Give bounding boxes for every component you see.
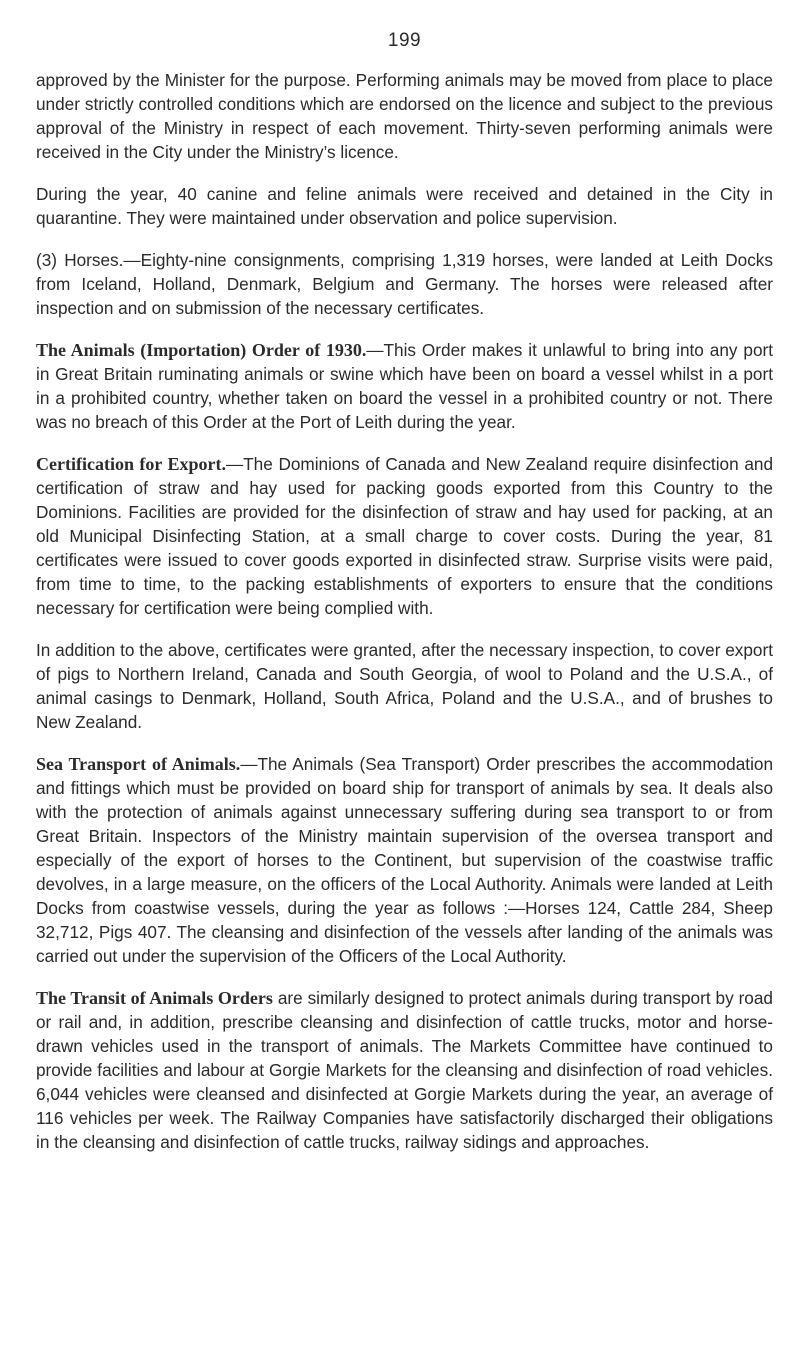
paragraph-performing-animals <box>36 68 773 164</box>
page-number: 199 <box>387 30 422 51</box>
paragraph-text: (3) Horses.—Eighty-nine consignments, comprising 1,319 horses, were landed at Leith Docks from Iceland, Holland, Denmark, Belgium and Germany. The horses were released after inspection and on submission of the necessary certificates. <box>36 250 773 318</box>
paragraph-importation-order <box>36 338 773 434</box>
paragraph-additional-certificates <box>36 638 773 734</box>
section-heading: Sea Transport of Animals. <box>36 754 241 774</box>
paragraph-text: —This Order makes it unlawful to bring into any port in Great Britain ruminating animals or swine which have been on board a vessel whilst in a port in a prohibited country, whether taken on board the vessel in a prohibited country or not. There was no breach of this Order at the Port of Leith during the year. <box>36 340 773 432</box>
section-heading: The Transit of Animals Orders <box>36 988 273 1008</box>
section-heading: The Animals (Importation) Order of 1930. <box>36 340 367 360</box>
section-heading: Certification for Export. <box>36 454 226 474</box>
paragraph-text: —The Animals (Sea Transport) Order prescribes the accommodation and fittings which must be provided on board ship for transport of animals by sea. It deals also with the protection of animals against unnecessary suffering during sea transport to or from Great Britain. Inspectors of the Ministry maintain supervision of the oversea transport and especially of the export of horses to the Continent, but supervision of the coastwise traffic devolves, in a large measure, on the officers of the Local Authority. Animals were landed at Leith Docks from coastwise vessels, during the year as follows :—Horses 124, Cattle 284, Sheep 32,712, Pigs 407. The cleansing and disinfection of the vessels after landing of the animals was carried out under the supervision of the Officers of the Local Authority. <box>36 754 774 966</box>
paragraph-sea-transport <box>36 752 773 968</box>
paragraph-transit-orders <box>36 986 773 1154</box>
paragraph-text: —The Dominions of Canada and New Zealand require disinfection and certification of straw and hay used for packing goods exported from this Country to the Dominions. Facilities are provided for the disinfection of straw and hay used for packing, at an old Municipal Disinfecting Station, at a small charge to cover costs. During the year, 81 certificates were issued to cover goods exported in disinfected straw. Surprise visits were paid, from time to time, to the packing establishments of exporters to ensure that the conditions necessary for certification were being complied with. <box>36 454 774 618</box>
paragraph-text: During the year, 40 canine and feline animals were received and detained in the City in quarantine. They were maintained under observation and police supervision. <box>36 184 773 228</box>
paragraph-text: approved by the Minister for the purpose. Performing animals may be moved from place to place under strictly controlled conditions which are endorsed on the licence and subject to the previous approval of the Ministry in respect of each movement. Thirty-seven performing animals were received in the City under the Ministry’s licence. <box>36 70 773 162</box>
paragraph-horses <box>36 248 773 320</box>
paragraph-certification-export <box>36 452 773 620</box>
paragraph-quarantine <box>36 182 773 230</box>
paragraph-text: In addition to the above, certificates were granted, after the necessary inspection, to cover export of pigs to Northern Ireland, Canada and South Georgia, of wool to Poland and the U.S.A., of animal casings to Denmark, Holland, South Africa, Poland and the U.S.A., and of brushes to New Zealand. <box>36 640 773 732</box>
paragraph-text: are similarly designed to protect animals during transport by road or rail and, in addition, prescribe cleansing and disinfection of cattle trucks, motor and horse-drawn vehicles used in the transport of animals. The Markets Committee have continued to provide facilities and labour at Gorgie Markets for the cleansing and disinfection of road vehicles. 6,044 vehicles were cleansed and disinfected at Gorgie Markets during the year, an average of 116 vehicles per week. The Railway Companies have satisfactorily discharged their obligations in the cleansing and disinfection of cattle trucks, railway sidings and approaches. <box>36 988 773 1152</box>
